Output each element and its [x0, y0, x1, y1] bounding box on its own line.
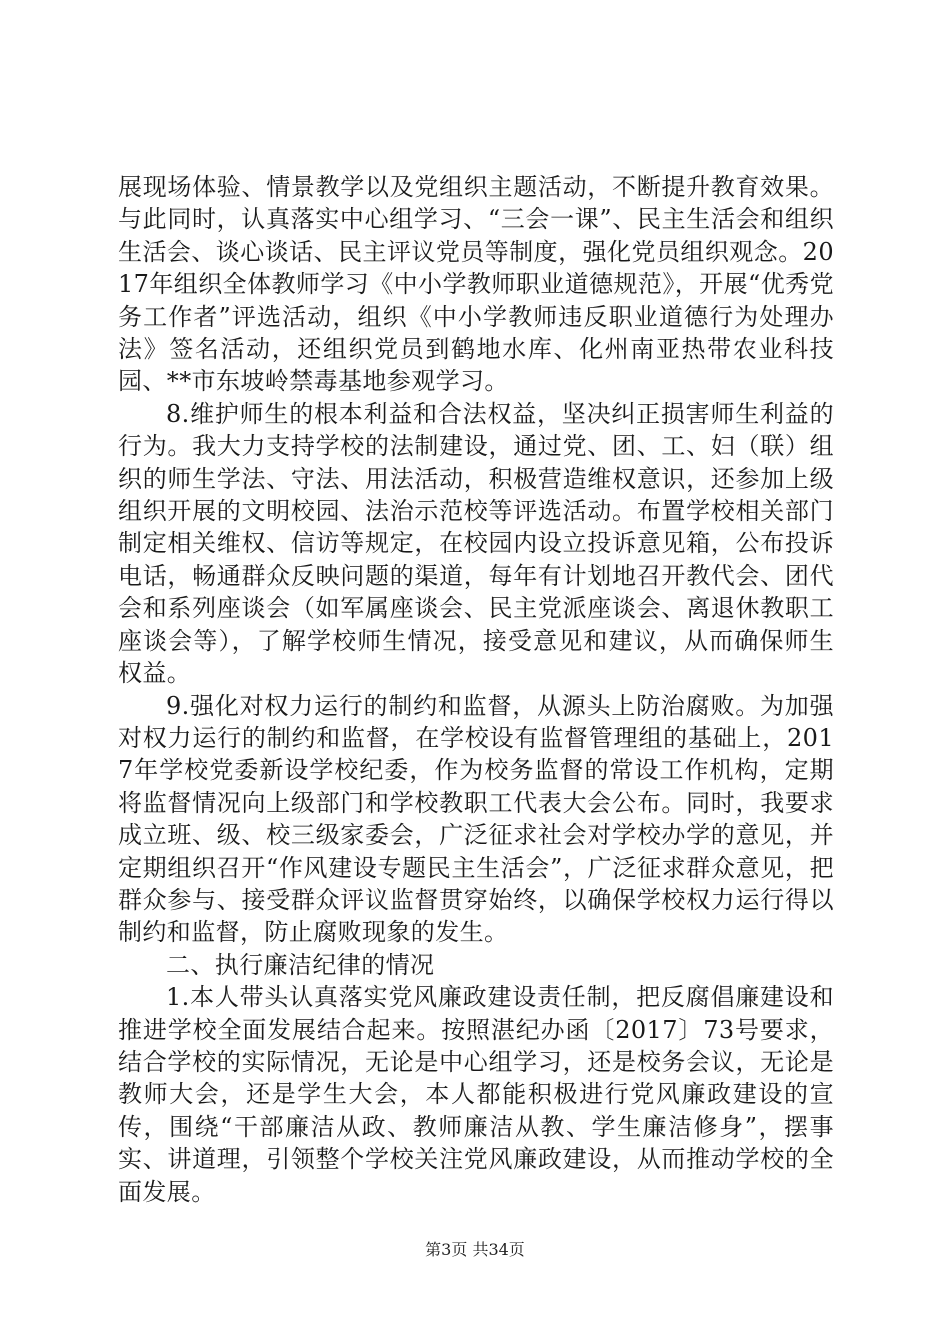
paragraph-continuation: 展现场体验、情景教学以及党组织主题活动，不断提升教育效果。与此同时，认真落实中心组学习、“三会一课”、民主生活会和组织生活会、谈心谈话、民主评议党员等制度，强化党员组织观念。2017年组织全体教师学习《中小学教师职业道德规范》，开展“优秀党务工作者”评选活动，组织《中小学教师违反职业道德行为处理办法》签名活动，还组织党员到鹤地水库、化州南亚热带农业科技园、**市东坡岭禁毒基地参观学习。: [118, 173, 834, 396]
document-body: [118, 171, 834, 1208]
section-heading: 二、执行廉洁纪律的情况: [166, 950, 435, 979]
page-footer: 第3页 共34页: [425, 1240, 525, 1259]
paragraph-item-8: 8.维护师生的根本利益和合法权益，坚决纠正损害师生利益的行为。我大力支持学校的法制建设，通过党、团、工、妇（联）组织的师生学法、守法、用法活动，积极营造维权意识，还参加上级组织开展的文明校园、法治示范校等评选活动。布置学校相关部门制定相关维权、信访等规定，在校园内设立投诉意见箱，公布投诉电话，畅通群众反映问题的渠道，每年有计划地召开教代会、团代会和系列座谈会（如军属座谈会、民主党派座谈会、离退休教职工座谈会等），了解学校师生情况，接受意见和建议，从而确保师生权益。: [118, 399, 834, 688]
paragraph-item-1: 1.本人带头认真落实党风廉政建设责任制，把反腐倡廉建设和推进学校全面发展结合起来。按照湛纪办函〔2017〕73号要求，结合学校的实际情况，无论是中心组学习，还是校务会议，无论是教师大会，还是学生大会，本人都能积极进行党风廉政建设的宣传，围绕“干部廉洁从政、教师廉洁从教、学生廉洁修身”，摆事实、讲道理，引领整个学校关注党风廉政建设，从而推动学校的全面发展。: [118, 983, 834, 1206]
paragraph-item-9: 9.强化对权力运行的制约和监督，从源头上防治腐败。为加强对权力运行的制约和监督，在学校设有监督管理组的基础上，2017年学校党委新设学校纪委，作为校务监督的常设工作机构，定期将监督情况向上级部门和学校教职工代表大会公布。同时，我要求成立班、级、校三级家委会，广泛征求社会对学校办学的意见，并定期组织召开“作风建设专题民主生活会”，广泛征求群众意见，把群众参与、接受群众评议监督贯穿始终，以确保学校权力运行得以制约和监督，防止腐败现象的发生。: [118, 691, 834, 947]
